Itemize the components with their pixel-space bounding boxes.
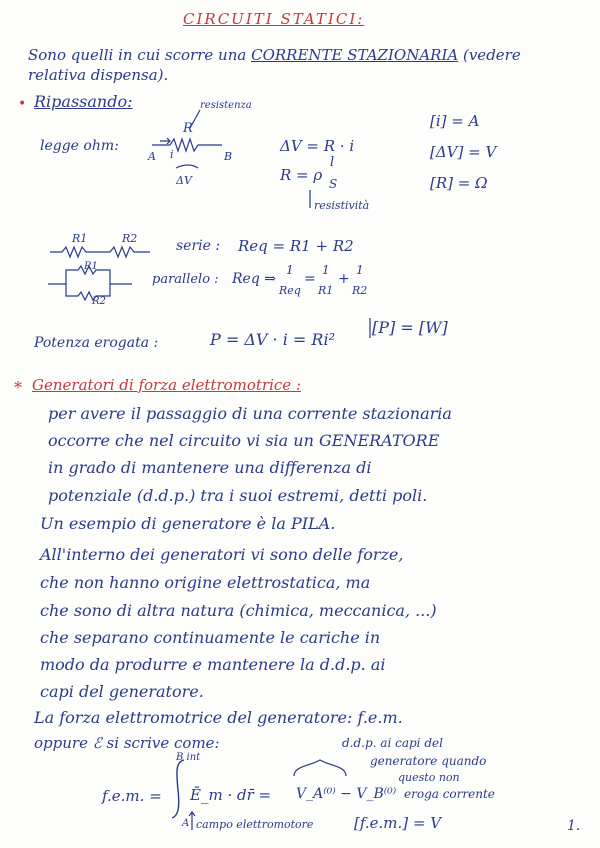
gen-line-9: che separano continuamente le cariche in (40, 628, 381, 647)
intro-highlight: CORRENTE STAZIONARIA (251, 46, 459, 64)
gen-line-6: All'interno dei generatori vi sono delle forze, (40, 545, 404, 564)
ohm-current-arrow (160, 138, 170, 144)
integral-upper: B int (176, 752, 201, 763)
ohm-deltaV-arrow (176, 165, 198, 168)
integral-lower: A (182, 818, 190, 829)
gen-line-7: che non hanno origine elettrostatica, ma (40, 573, 371, 592)
intro-text: Sono quelli in cui scorre una (28, 46, 247, 64)
series-R1: R1 (72, 232, 88, 245)
gen-line-12: La forza elettromotrice del generatore: f.e.m. (34, 708, 403, 727)
gen-line-4: potenziale (d.d.p.) tra i suoi estremi, detti poli. (48, 486, 428, 505)
parallel-eq-left: Req ⇒ (232, 271, 276, 287)
current-i: i (170, 148, 174, 161)
gen-note-3: eroga corrente (404, 787, 495, 801)
parallel-frac2-num: 1 (322, 263, 330, 277)
gen-line-5: Un esempio di generatore è la PILA. (40, 514, 336, 533)
parallel-resistors (48, 266, 132, 300)
power-label: Potenza erogata : (34, 335, 159, 351)
parallel-frac3-num: 1 (356, 263, 364, 277)
parallel-frac3-den: R2 (352, 284, 368, 297)
gen-line-8: che sono di altra natura (chimica, meccanica, ...) (40, 601, 437, 620)
fem-label: f.e.m. = (102, 787, 162, 805)
bullet-ripassando: • (18, 96, 27, 112)
gen-line-13: oppure ℰ si scrive come: (34, 734, 220, 752)
unit-voltage: [ΔV] = V (430, 143, 497, 161)
gen-line-1: per avere il passaggio di una corrente stazionaria (48, 404, 452, 423)
ohm-equation: ΔV = R · i (280, 137, 355, 155)
gen-line-10: modo da produrre e mantenere la d.d.p. ai (40, 655, 386, 674)
heading-ripassando: Ripassando: (34, 92, 133, 111)
va-vb: V_A⁽⁰⁾ − V_B⁽⁰⁾ (296, 786, 397, 802)
heading-generatori: Generatori di forza elettromotrice : (32, 376, 301, 394)
resistance-eq-left: R = ρ (280, 166, 323, 184)
integral-body: Ē_m · dr̄ = (190, 786, 272, 804)
power-equation: P = ΔV · i = Ri² (210, 330, 335, 349)
parallel-plus: + (338, 271, 350, 287)
power-unit: [P] = [W] (372, 318, 448, 337)
ddp-brace (294, 760, 346, 776)
parallel-equals: = (304, 271, 316, 287)
integral-sign (172, 760, 184, 818)
bullet-generatori: * (14, 378, 22, 397)
field-arrow (189, 812, 195, 830)
page-number: 1. (567, 818, 581, 834)
fem-unit: [f.e.m.] = V (354, 814, 442, 832)
ohm-label: legge ohm: (40, 138, 119, 154)
unit-resistance: [R] = Ω (430, 174, 488, 192)
series-R2: R2 (122, 232, 138, 245)
point-B: B (224, 150, 233, 163)
parallel-label: parallelo : (152, 272, 219, 287)
intro-line-2: relativa dispensa). (28, 66, 169, 84)
gen-line-11: capi del generatore. (40, 682, 204, 701)
series-equation: Req = R1 + R2 (238, 237, 354, 255)
gen-note-1: generatore quando (370, 754, 487, 768)
resistance-eq-den: S (329, 177, 338, 191)
parallel-frac2-den: R1 (318, 284, 334, 297)
point-A: A (148, 150, 156, 163)
gen-line-2: occorre che nel circuito vi sia un GENERATORE (48, 431, 440, 450)
parallel-frac1-den: Req (279, 284, 301, 297)
parallel-R2: R2 (92, 296, 106, 307)
resistor-R: R (183, 121, 193, 136)
gen-note-2: questo non (398, 771, 460, 784)
ddp-note: d.d.p. ai capi del (342, 736, 443, 750)
resistance-eq-num: l (330, 155, 335, 170)
parallel-R1: R1 (84, 261, 98, 272)
page-title: CIRCUITI STATICI: (183, 10, 365, 28)
ohm-resistor-pointer (190, 110, 200, 128)
parallel-frac1-num: 1 (286, 263, 294, 277)
resistor-annotation: resistenza (200, 100, 252, 111)
intro-end: (vedere (462, 46, 521, 64)
gen-line-3: in grado di mantenere una differenza di (48, 458, 372, 477)
resistivity-note: resistività (314, 199, 370, 212)
unit-current: [i] = A (430, 112, 480, 130)
field-note: campo elettromotore (196, 818, 314, 831)
deltaV-label: ΔV (176, 174, 192, 187)
series-resistors (50, 247, 150, 257)
series-label: serie : (176, 238, 221, 254)
